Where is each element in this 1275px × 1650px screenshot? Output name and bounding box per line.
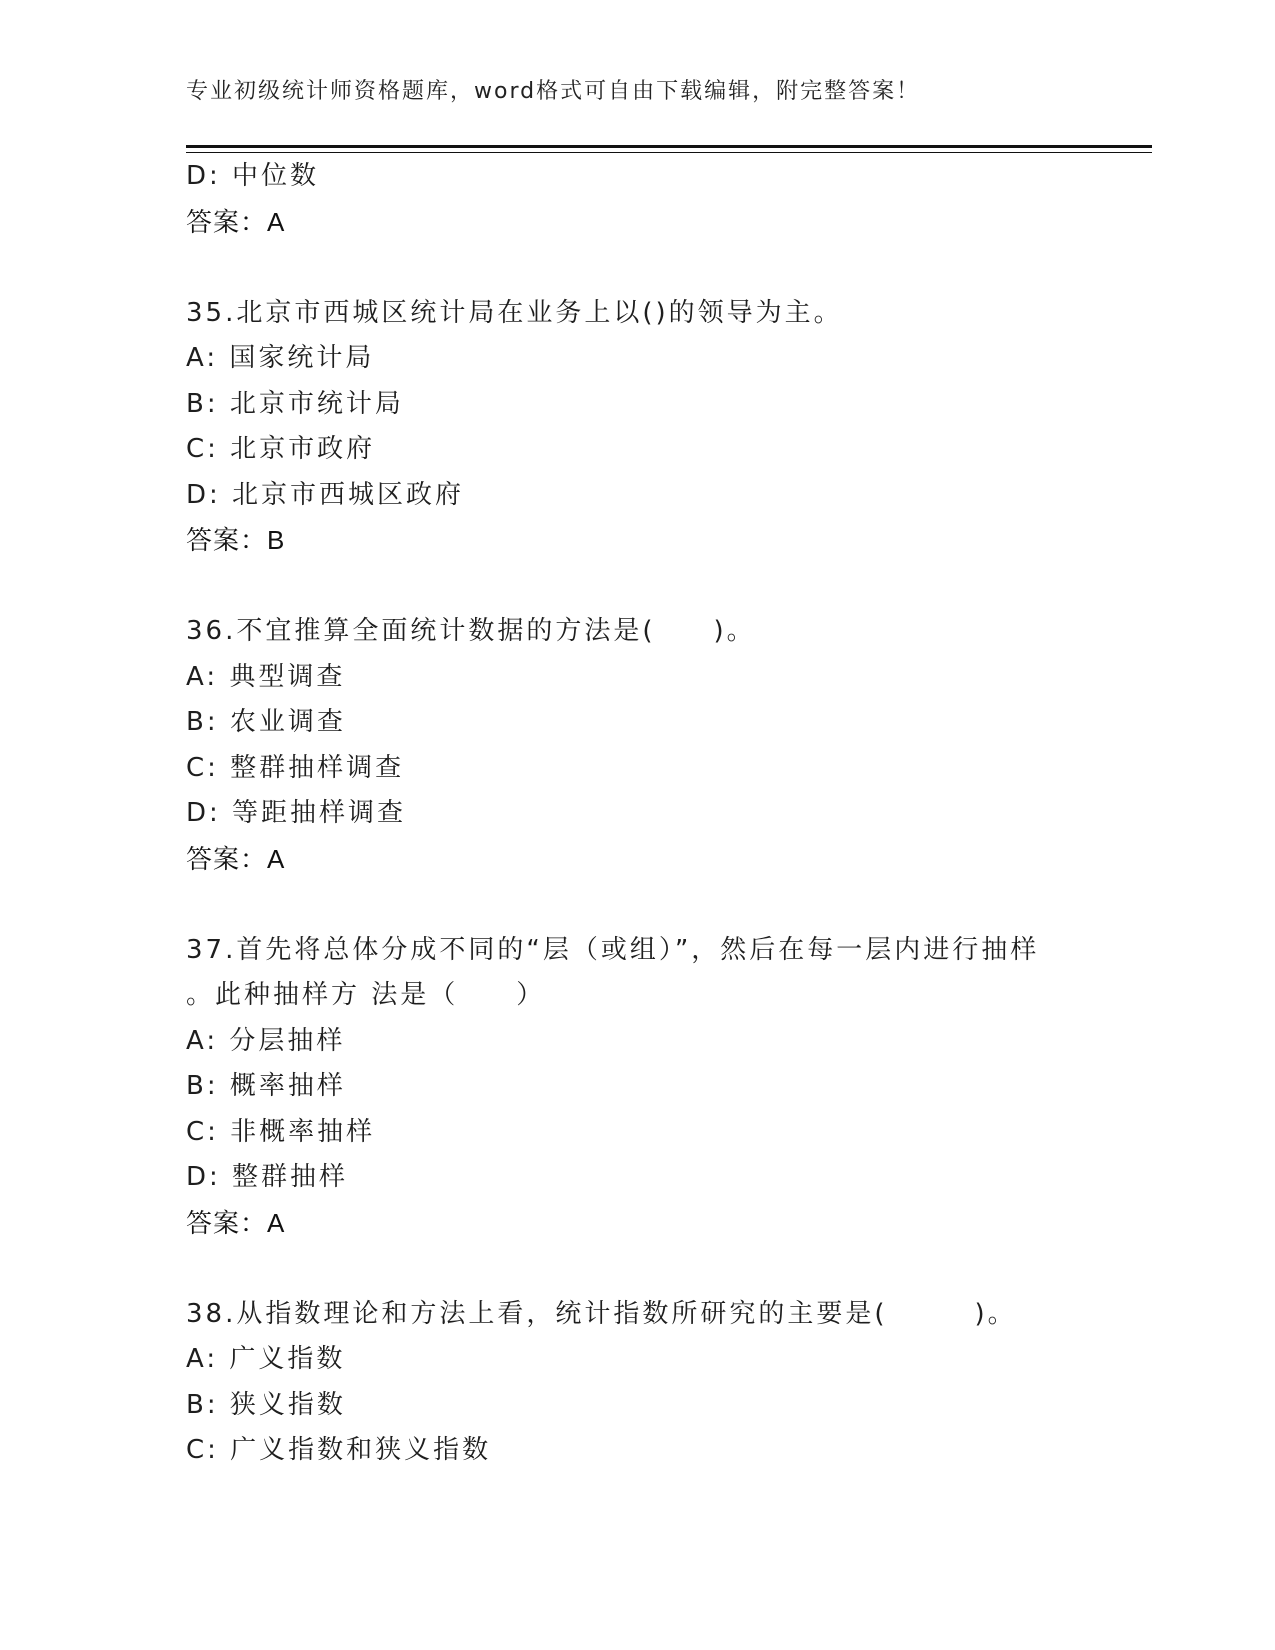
question-text: 37.首先将总体分成不同的“层（或组）”，然后在每一层内进行抽样 — [186, 934, 1040, 965]
option-b: B: 北京市统计局 — [186, 388, 404, 419]
option-d: D: 北京市西城区政府 — [186, 479, 465, 510]
answer-line: 答案：A — [186, 843, 286, 874]
answer-line: 答案：A — [186, 206, 286, 237]
spacer — [186, 245, 1086, 291]
option-c: C: 北京市政府 — [186, 434, 376, 464]
header-rule — [186, 145, 1152, 148]
document-body — [186, 154, 1086, 1474]
answer-line: 答案：B — [186, 525, 286, 555]
question-text: 38.从指数理论和方法上看，统计指数所研究的主要是( )。 — [186, 1298, 1017, 1329]
question-38 — [186, 1292, 1086, 1474]
option-a: A: 分层抽样 — [186, 1025, 346, 1056]
option-d: D: 等距抽样调查 — [186, 798, 407, 828]
option-c: C: 非概率抽样 — [186, 1116, 376, 1147]
option-d: D: 整群抽样 — [186, 1162, 349, 1192]
spacer — [186, 1246, 1086, 1292]
option-d: D: 中位数 — [186, 161, 320, 191]
header-rule-secondary — [186, 152, 1152, 153]
option-b: B: 农业调查 — [186, 707, 346, 737]
question-35 — [186, 291, 1086, 564]
question-text-continued: 。此种抽样方 法是（ ） — [186, 980, 546, 1010]
option-c: C: 广义指数和狭义指数 — [186, 1435, 492, 1465]
answer-line: 答案：A — [186, 1207, 286, 1238]
option-a: A: 典型调查 — [186, 661, 346, 692]
option-a: A: 国家统计局 — [186, 343, 375, 373]
question-36 — [186, 609, 1086, 882]
option-b: B: 狭义指数 — [186, 1389, 346, 1420]
option-a: A: 广义指数 — [186, 1344, 346, 1374]
question-37 — [186, 928, 1086, 1247]
question-text: 35.北京市西城区统计局在业务上以()的领导为主。 — [186, 297, 843, 328]
option-c: C: 整群抽样调查 — [186, 752, 405, 783]
spacer — [186, 564, 1086, 610]
option-b: B: 概率抽样 — [186, 1071, 346, 1101]
page-header: 专业初级统计师资格题库，word格式可自由下载编辑，附完整答案！ — [186, 79, 921, 104]
spacer — [186, 882, 1086, 928]
question-text: 36.不宜推算全面统计数据的方法是( )。 — [186, 616, 756, 646]
